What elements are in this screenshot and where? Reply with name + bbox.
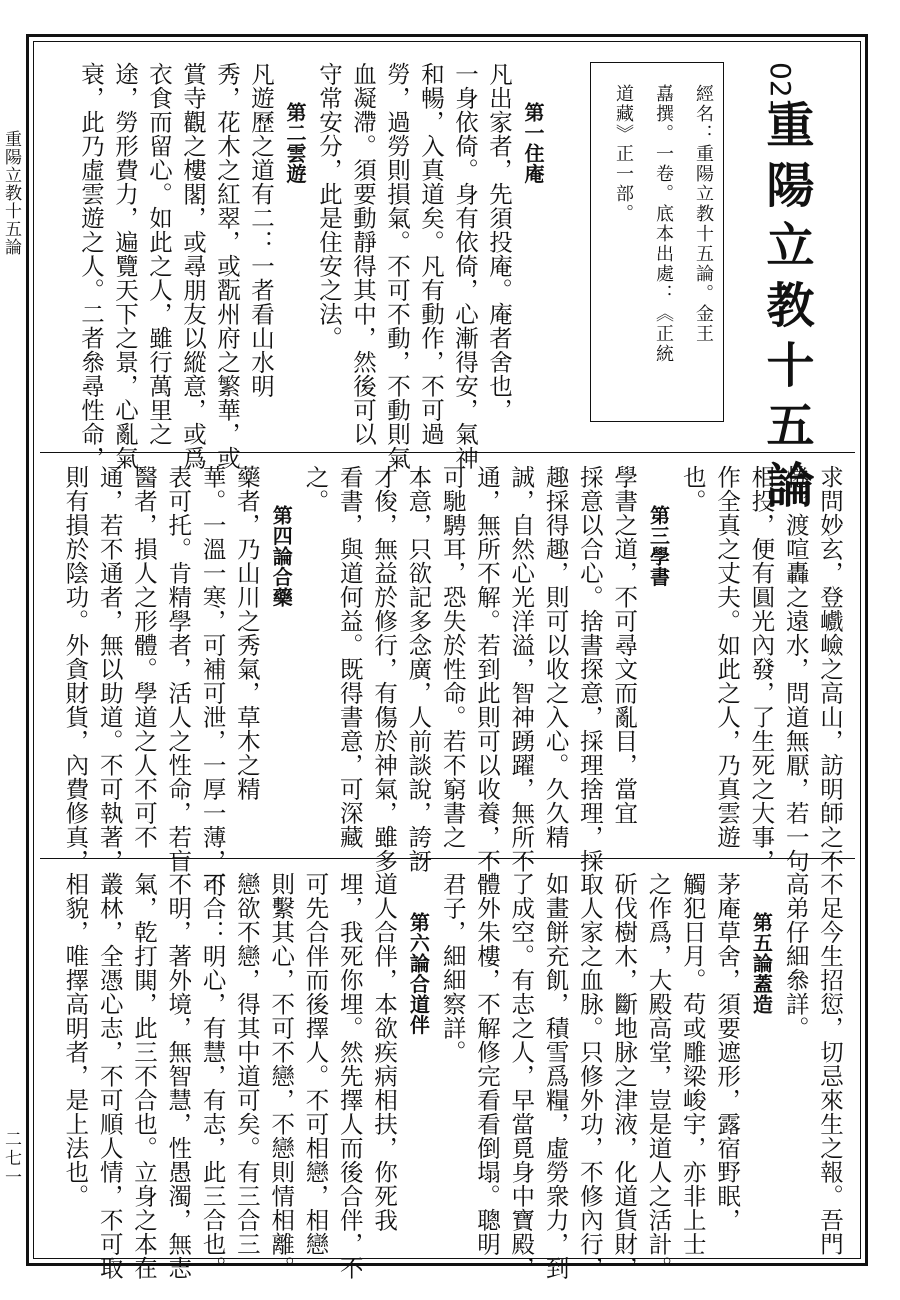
text-column: 一身依倚。身有依倚，心漸得安，氣神 <box>451 62 479 470</box>
text-column: 氣，乾打閧，此三不合也。立身之本在 <box>130 872 158 1280</box>
text-column: 通，無所不解。若到此則可以收養，不 <box>473 465 501 873</box>
section-heading: 第六論合道伴 <box>406 912 431 1035</box>
scripture-info-line: 經名：重陽立教十五論。金王 <box>693 84 714 344</box>
text-column: 叢林，全憑心志，不可順人情，不可取 <box>95 872 124 1280</box>
text-column: 可馳騁耳，恐失於性命。若不窮書之 <box>438 465 467 849</box>
section-divider-top <box>40 452 855 453</box>
section-heading: 第五論蓋造 <box>749 912 774 1015</box>
text-column: 學書之道，不可尋文而亂目，當宜 <box>610 465 639 825</box>
text-column: 也。 <box>678 465 707 513</box>
text-column: 不明，著外境，無智慧，性愚濁，無志 <box>164 872 193 1280</box>
text-column: 勞，過勞則損氣。不可不動，不動則氣 <box>383 62 411 470</box>
text-column: 斫伐樹木，斷地脉之津液，化道貨財， <box>610 872 639 1280</box>
text-column: 君子，細細察詳。 <box>438 872 467 1064</box>
text-column: 埋，我死你埋。然先擇人而後合伴，不 <box>335 872 364 1280</box>
text-column: 守常安分，此是住安之法。 <box>315 62 343 350</box>
text-column: 採意以合心。捨書探意，採理捨理，採 <box>575 465 604 873</box>
text-column: 和暢，入真道矣。凡有動作，不可過 <box>417 62 445 446</box>
text-column: 則有損於陰功。外貪財貨，內費修真， <box>61 465 90 873</box>
section-heading: 第一住庵 <box>521 102 545 184</box>
text-column: 本意，只欲記多念廣，人前談說，誇訝 <box>404 465 433 873</box>
text-column: 華。一溫一寒，可補可泄，一厚一薄，可 <box>198 465 227 897</box>
text-column: 衰，此乃虛雲遊之人。二者叅尋性命， <box>77 62 105 470</box>
text-column: 趣採得趣，則可以收之入心。久久精 <box>541 465 570 849</box>
section-heading: 第三學書 <box>646 505 671 587</box>
text-column: 藥者，乃山川之秀氣，草木之精 <box>232 465 261 801</box>
text-column: 相投，便有圓光內發，了生死之大事， <box>747 465 776 873</box>
text-column: 戀欲不戀，得其中道可矣。有三合三 <box>232 872 261 1256</box>
scripture-info-line: 道藏》正一部。 <box>613 84 634 224</box>
text-column: 衣食而留心。如此之人，雖行萬里之 <box>145 62 173 446</box>
text-column: 凡出家者，先須投庵。庵者舍也， <box>485 62 513 422</box>
text-column: 可先合伴而後擇人。不可相戀，相戀 <box>301 872 330 1256</box>
text-column: 血凝滯。須要動靜得其中，然後可以 <box>349 62 377 446</box>
text-column: 之。 <box>301 465 330 513</box>
text-column: 賞寺觀之樓閣，或尋朋友以縱意，或爲 <box>179 62 207 470</box>
text-column: 誠，自然心光洋溢，智神踴躍，無所不 <box>507 465 536 873</box>
text-column: 高弟仔細叅詳。 <box>781 872 810 1040</box>
text-column: 則繫其心，不可不戀，不戀則情相離。 <box>267 872 296 1280</box>
text-column: 凡遊歷之道有二：一者看山水明 <box>247 62 275 398</box>
text-column: 茅庵草舍，須要遮形，露宿野眠， <box>713 872 742 1232</box>
text-column: 看書，與道何益。既得書意，可深藏 <box>335 465 364 849</box>
text-column: 之作爲，大殿高堂，豈是道人之活計。 <box>644 872 673 1280</box>
text-column: 道人合伴，本欲疾病相扶，你死我 <box>370 872 399 1232</box>
text-column: 不足今生招愆，切忌來生之報。吾門 <box>816 872 844 1256</box>
section-divider-bottom <box>40 858 855 859</box>
section-heading: 第四論合藥 <box>269 505 294 608</box>
section-heading: 第二雲遊 <box>283 102 307 184</box>
running-title: 重陽立教十五論 <box>1 130 21 256</box>
text-column: 作全真之丈夫。如此之人，乃真雲遊 <box>713 465 742 849</box>
text-column: 取人家之血脉。只修外功，不修內行， <box>575 872 604 1280</box>
document-title: 重陽立教十五論 <box>758 100 814 520</box>
document-number: 021 <box>764 62 797 116</box>
text-column: 如畫餅充飢，積雪爲糧，虛勞衆力，到 <box>541 872 570 1280</box>
text-column: 體外朱樓，不解修完看看倒塌。聰明 <box>473 872 501 1256</box>
text-column: 了成空。有志之人，早當覓身中寶殿， <box>507 872 536 1280</box>
text-column: 求問妙玄，登巇嶮之高山，訪明師之不 <box>816 465 844 873</box>
page-number: 二七一 <box>1 1130 21 1187</box>
text-column: 相貌，唯擇高明者，是上法也。 <box>61 872 90 1208</box>
text-column: 醫者，損人之形體。學道之人不可不 <box>130 465 158 849</box>
text-column: 表可托。肯精學者，活人之性命，若盲 <box>164 465 193 873</box>
text-column: 不合：明心，有慧，有志，此三合也。 <box>198 872 227 1280</box>
text-column: 觸犯日月。苟或雕梁峻宇，亦非上士 <box>678 872 707 1256</box>
text-column: 秀，花木之紅翠，或翫州府之繁華，或 <box>213 62 241 470</box>
text-column: 才俊，無益於修行，有傷於神氣，雖多 <box>370 465 399 873</box>
text-column: 通，若不通者，無以助道。不可執著， <box>95 465 124 873</box>
text-column: 惓，渡喧轟之遠水，問道無厭，若一句 <box>781 465 810 873</box>
scripture-info-line: 嚞撰。一卷。底本出處：《正統 <box>653 84 674 364</box>
text-column: 途，勞形費力，遍覽天下之景，心亂氣 <box>111 62 139 470</box>
